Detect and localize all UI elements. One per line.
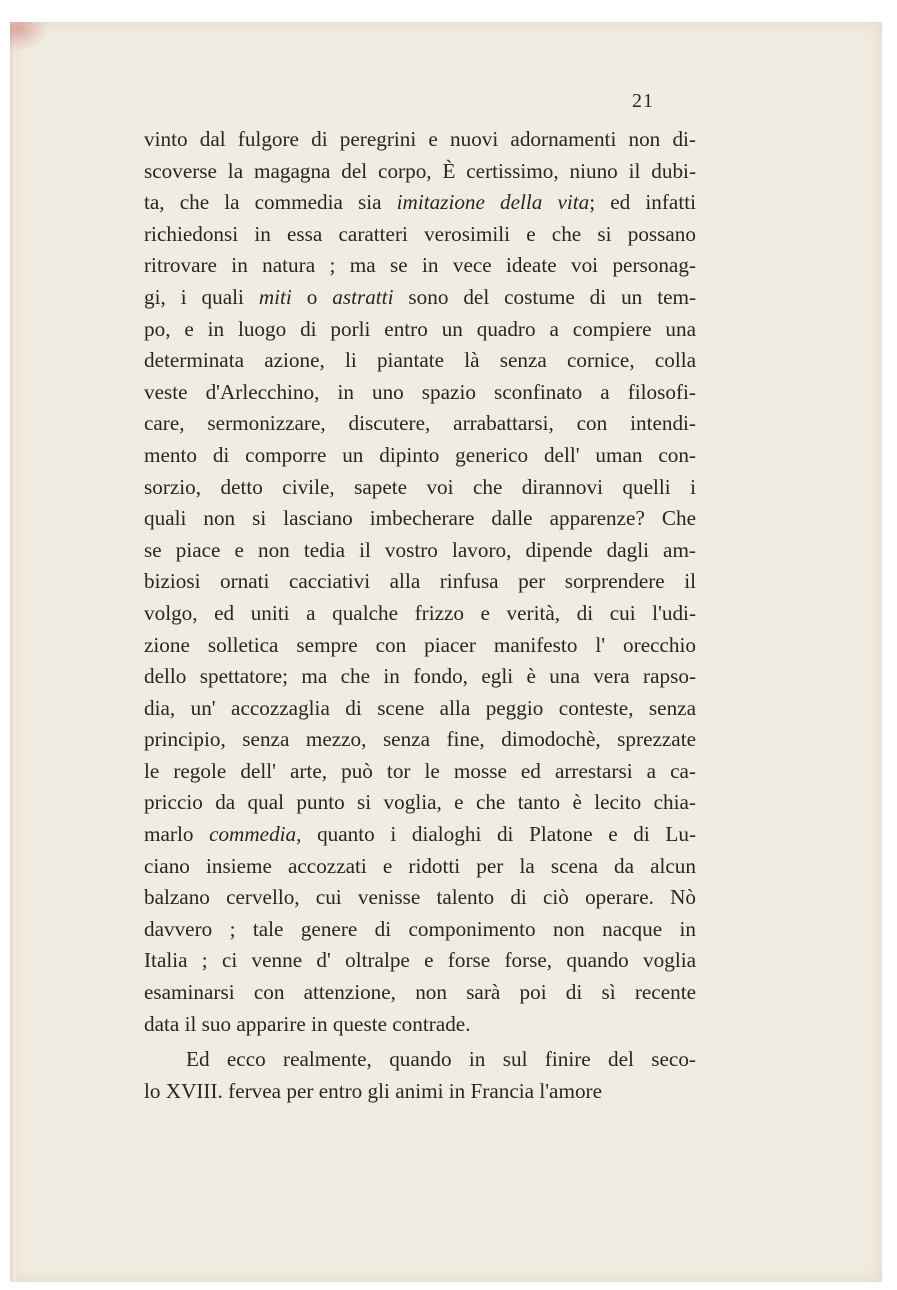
text-line: [144, 851, 696, 883]
paper-stain: [10, 22, 48, 52]
text-run: dello spettatore; ma che in fondo, egli è una vera rapso-: [144, 664, 696, 689]
text-run: sono del costume di un tem-: [393, 284, 697, 309]
text-run: ritrovare in natura ; ma se in vece ideate voi personag-: [144, 253, 696, 278]
text-line: [144, 250, 696, 282]
text-run: quali non si lasciano imbecherare dalle apparenze? Che: [144, 506, 696, 531]
paragraph: [144, 1044, 696, 1107]
text-run: ta, che la commedia sia: [144, 190, 397, 215]
text-line: [144, 566, 696, 598]
italic-text: miti: [258, 284, 292, 309]
text-line: [144, 598, 696, 630]
text-run: sorzio, detto civile, sapete voi che dirannovi quelli i: [144, 474, 696, 499]
text-run: balzano cervello, cui venisse talento di ciò operare. Nò: [144, 885, 696, 910]
text-run: zione solletica sempre con piacer manifesto l' orecchio: [144, 632, 696, 657]
text-line: [144, 535, 696, 567]
text-line: [144, 156, 696, 188]
book-page: [10, 22, 882, 1282]
text-run: gi, i quali: [144, 284, 259, 309]
text-run: o: [291, 284, 333, 309]
text-line: [144, 345, 696, 377]
text-run: determinata azione, li piantate là senza cornice, colla: [144, 348, 696, 373]
text-run: ciano insieme accozzati e ridotti per la scena da alcun: [144, 853, 696, 878]
text-line: [144, 187, 696, 219]
text-run: data il suo apparire in queste contrade.: [144, 1011, 471, 1036]
italic-text: astratti: [332, 284, 394, 309]
text-line: [144, 630, 696, 662]
text-line: [144, 661, 696, 693]
text-run: Italia ; ci venne d' oltralpe e forse forse, quando voglia: [144, 948, 696, 973]
text-run: po, e in luogo di porli entro un quadro a compiere una: [144, 316, 696, 341]
text-line: [144, 1076, 696, 1108]
text-run: davvero ; tale genere di componimento non nacque in: [144, 916, 696, 941]
text-line: [144, 314, 696, 346]
text-run: volgo, ed uniti a qualche frizzo e verità, di cui l'udi-: [144, 600, 696, 625]
body-text: [144, 124, 696, 1107]
text-line: [144, 819, 696, 851]
text-run: quanto i dialoghi di Platone e di Lu-: [301, 822, 697, 847]
text-run: le regole dell' arte, può tor le mosse ed arrestarsi a ca-: [144, 758, 696, 783]
text-line: [144, 1009, 696, 1041]
text-line: [144, 472, 696, 504]
text-run: priccio da qual punto si voglia, e che tanto è lecito chia-: [144, 790, 696, 815]
text-line: [144, 914, 696, 946]
text-run: dia, un' accozzaglia di scene alla peggio conteste, senza: [144, 695, 696, 720]
text-line: [144, 756, 696, 788]
text-line: [144, 282, 696, 314]
text-run: lo XVIII. fervea per entro gli animi in Francia l'amore: [144, 1078, 602, 1103]
text-run: marlo: [144, 822, 210, 847]
text-run: care, sermonizzare, discutere, arrabattarsi, con intendi-: [144, 411, 696, 436]
text-run: vinto dal fulgore di peregrini e nuovi adornamenti non di-: [144, 127, 696, 151]
text-line: [144, 503, 696, 535]
text-run: veste d'Arlecchino, in uno spazio sconfinato a filosofi-: [144, 379, 696, 404]
italic-text: commedia,: [209, 822, 302, 847]
text-run: principio, senza mezzo, senza fine, dimodochè, sprezzate: [144, 727, 696, 752]
text-run: scoverse la magagna del corpo, È certissimo, niuno il dubi-: [144, 158, 696, 183]
paragraph: [144, 124, 696, 1040]
text-line: [144, 408, 696, 440]
text-line: [144, 219, 696, 251]
text-line: [144, 977, 696, 1009]
text-run: esaminarsi con attenzione, non sarà poi di sì recente: [144, 980, 696, 1005]
text-line: [144, 124, 696, 156]
text-line: [144, 945, 696, 977]
text-line: [144, 440, 696, 472]
text-run: se piace e non tedia il vostro lavoro, dipende dagli am-: [144, 537, 696, 562]
text-line: [144, 724, 696, 756]
text-run: ; ed infatti: [589, 190, 696, 215]
italic-text: imitazione della vita: [396, 190, 590, 215]
page-number: 21: [632, 90, 654, 112]
text-run: mento di comporre un dipinto generico dell' uman con-: [144, 442, 696, 467]
text-line: [144, 693, 696, 725]
page-edge: [10, 22, 16, 1282]
text-line: [144, 377, 696, 409]
text-run: Ed ecco realmente, quando in sul finire del seco-: [186, 1047, 696, 1072]
text-line: [144, 787, 696, 819]
text-run: richiedonsi in essa caratteri verosimili e che si possano: [144, 221, 696, 246]
text-line: [144, 1044, 696, 1076]
text-line: [144, 882, 696, 914]
text-run: biziosi ornati cacciativi alla rinfusa per sorprendere il: [144, 569, 696, 594]
